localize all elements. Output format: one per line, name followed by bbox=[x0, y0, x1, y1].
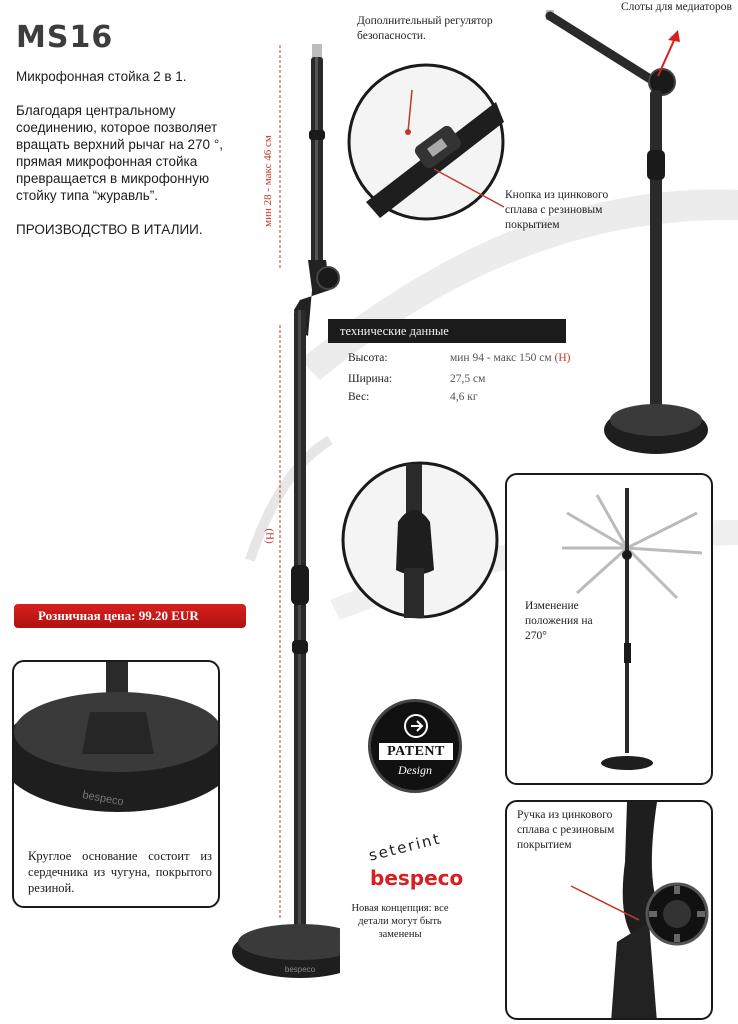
rotation-panel bbox=[505, 473, 713, 785]
spec-height-marker: (H) bbox=[554, 352, 571, 364]
new-concept-note: Новая концепция: все детали могут быть заменены bbox=[351, 903, 449, 940]
handle-panel bbox=[505, 800, 713, 1020]
boom-stand-image bbox=[540, 10, 730, 460]
zinc-handle-callout: Ручка из цинкового сплава с резиновым покрытием bbox=[517, 809, 615, 851]
retail-price-badge: Розничная цена: 99.20 EUR bbox=[14, 604, 246, 628]
intro-line-2: Благодаря центральному соединению, которое позволяет вращать верхний рычаг на 270 °, прямая микрофонная стойка превращается в микрофонную стойку типа “журавль”. bbox=[16, 103, 223, 203]
patent-design-badge bbox=[368, 699, 462, 793]
height-marker: (H) bbox=[263, 528, 276, 544]
spec-value-weight: 4,6 кг bbox=[450, 391, 478, 403]
tech-specs-title: технические данные bbox=[328, 319, 566, 343]
spec-label-height: Высота: bbox=[348, 352, 388, 364]
model-title: MS16 bbox=[16, 20, 114, 55]
base-engraving: bespeco bbox=[81, 789, 125, 809]
base-image bbox=[14, 662, 220, 812]
base-description: Круглое основание состоит из сердечника из чугуна, покрытого резиной. bbox=[28, 849, 212, 895]
intro-line-1: Микрофонная стойка 2 в 1. bbox=[16, 69, 187, 84]
spec-label-width: Ширина: bbox=[348, 373, 393, 385]
spec-value-height bbox=[450, 352, 570, 364]
spec-value-width: 27,5 см bbox=[450, 373, 486, 385]
intro-text bbox=[16, 68, 241, 255]
patent-word: PATENT bbox=[379, 743, 453, 760]
zinc-knob-callout: Кнопка из цинкового сплава с резиновым покрытием bbox=[505, 189, 609, 231]
patent-logo-icon bbox=[401, 712, 431, 740]
rotation-callout: Изменение положения на 270° bbox=[525, 600, 593, 642]
handle-pointer bbox=[567, 882, 647, 932]
intro-line-3: ПРОИЗВОДСТВО В ИТАЛИИ. bbox=[16, 222, 203, 237]
base-panel bbox=[12, 660, 220, 908]
patent-design-word: Design bbox=[398, 763, 432, 777]
spec-height-range: мин 94 - макс 150 см bbox=[450, 352, 552, 364]
knob-pointer bbox=[430, 165, 510, 215]
top-range-label: мин 28 - макс 46 см bbox=[261, 135, 274, 227]
spec-label-weight: Вес: bbox=[348, 391, 370, 403]
svg-text:bespeco: bespeco bbox=[284, 965, 316, 974]
bespeco-logo: bespeco bbox=[370, 866, 464, 890]
pick-slots-callout: Слоты для медиаторов bbox=[621, 1, 732, 13]
seterint-logo: seterint bbox=[366, 829, 443, 865]
clamp-detail bbox=[340, 460, 500, 620]
safety-regulator-callout: Дополнительный регулятор безопасности. bbox=[357, 15, 493, 42]
